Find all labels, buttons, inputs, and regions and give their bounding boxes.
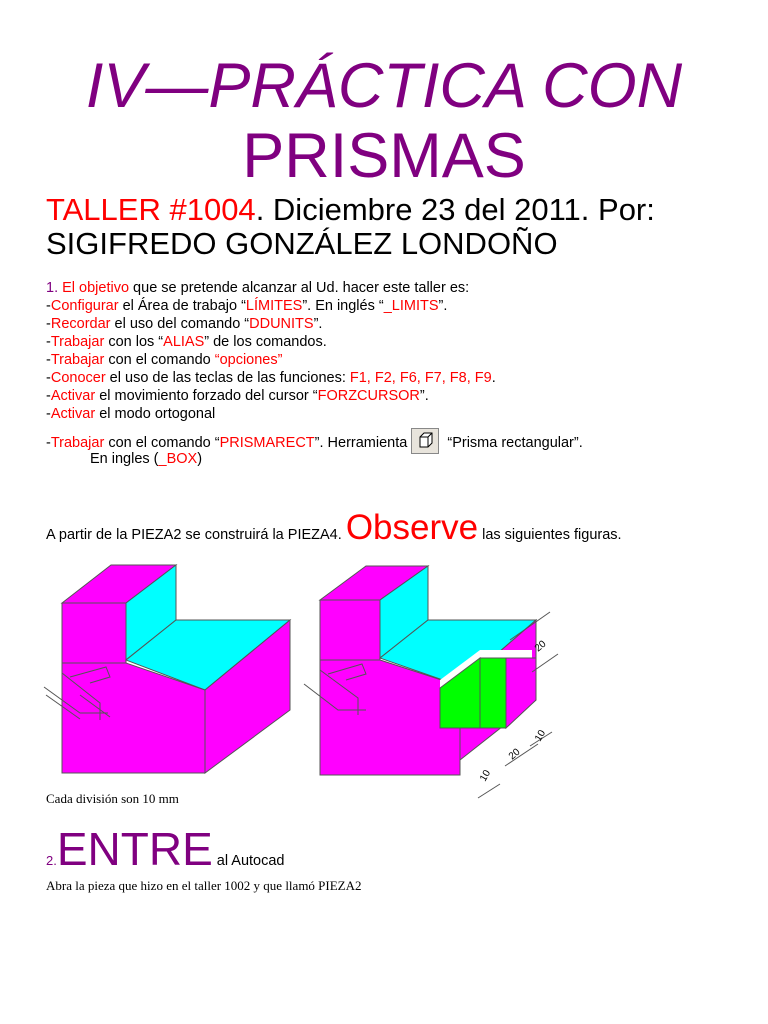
dimension-label: 20 [532, 638, 549, 655]
objective-number: 1. [46, 280, 59, 296]
dimension-label: 10 [533, 728, 549, 744]
objective-item: -Trabajar con el comando “opciones” [46, 352, 283, 368]
taller-heading [46, 192, 655, 228]
observe-word: Observe [345, 508, 479, 547]
taller-author: SIGIFREDO GONZÁLEZ LONDOÑO [46, 226, 558, 261]
page-title-line1: IV—PRÁCTICA CON [85, 51, 683, 121]
taller-date: . Diciembre 23 del 2011. Por: [255, 192, 655, 227]
objective-heading [46, 279, 469, 297]
objective-item: -Trabajar con los “ALIAS” de los comandos. [46, 334, 327, 350]
box-prism-tool-icon[interactable] [411, 428, 439, 454]
english-line: En ingles (_BOX) [90, 451, 203, 467]
prism-line: -Trabajar con el comando “PRISMARECT”. Herramienta “Prisma rectangular”. [46, 430, 583, 456]
pieza2-figure [40, 555, 300, 775]
objective-item: -Activar el movimiento forzado del cursor “FORZCURSOR”. [46, 388, 429, 404]
pieza4-figure [300, 560, 570, 800]
objective-item: -Recordar el uso del comando “DDUNITS”. [46, 316, 323, 332]
step2-heading: 2.ENTRE al Autocad [46, 823, 285, 875]
objective-item: -Conocer el uso de las teclas de las funciones: F1, F2, F6, F7, F8, F9. [46, 370, 496, 386]
objective-item: -Activar el modo ortogonal [46, 406, 216, 422]
taller-code: TALLER #1004 [46, 192, 256, 227]
dimension-label: 10 [478, 768, 494, 784]
objective-item: -Configurar el Área de trabajo “LÍMITES”. En inglés “_LIMITS”. [46, 298, 448, 314]
objective-lead: El objetivo [58, 280, 130, 296]
page-title-line2: PRISMAS [242, 121, 526, 191]
step2-description: Abra la pieza que hizo en el taller 1002 y que llamó PIEZA2 [46, 878, 362, 893]
observe-line: A partir de la PIEZA2 se construirá la PIEZA4. Observe las siguientes figuras. [46, 508, 622, 547]
objective-lead-rest: que se pretende alcanzar al Ud. hacer este taller es: [129, 280, 470, 296]
figure-caption: Cada división son 10 mm [46, 791, 179, 806]
dimension-label: 20 [506, 746, 523, 763]
entre-word: ENTRE [56, 823, 213, 875]
